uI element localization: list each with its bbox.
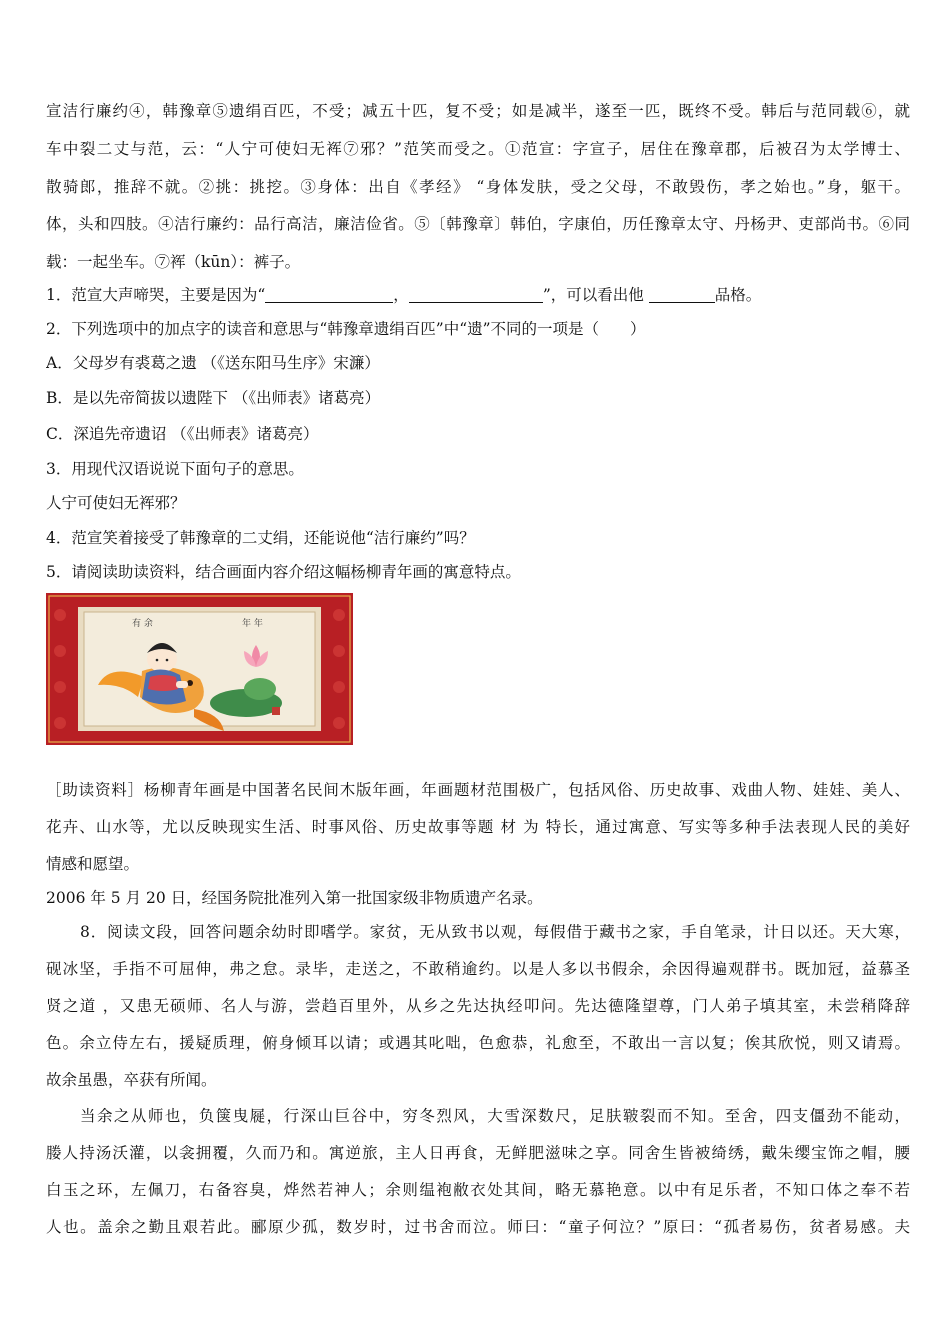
helper-text-line: 花卉、山水等，尤以反映现实生活、时事风俗、历史故事等题 材 为 特长，通过寓意、写实等多种手法表现人民的美好 — [46, 818, 910, 836]
question-2: 2．下列选项中的加点字的读音和意思与“韩豫章遗绢百匹”中“遗”不同的一项是（ ） — [46, 320, 646, 338]
question-8-line: 8．阅读文段，回答问题余幼时即嗜学。家贫，无从致书以观，每假借于藏书之家，手自笔录，计日以还。天大寒， — [80, 923, 910, 941]
question-3: 3．用现代汉语说说下面句子的意思。 — [46, 460, 304, 478]
text-line: 载：一起坐车。⑦裈（kūn）：裤子。 — [46, 253, 301, 271]
question-4: 4．范宣笑着接受了韩豫章的二丈绢，还能说他“洁行廉约”吗？ — [46, 529, 475, 547]
q1-sep: ， — [393, 286, 409, 304]
text-line: 散骑郎，推辞不就。②挑：挑挖。③身体：出自《孝经》 “身体发肤，受之父母，不敢毁伤，孝之始也。”身，躯干。 — [46, 178, 910, 196]
passage-line: 媵人持汤沃灌，以衾拥覆，久而乃和。寓逆旅，主人日再食，无鲜肥滋味之享。同舍生皆被绮绣，戴朱缨宝饰之帽，腰 — [46, 1144, 910, 1162]
passage-line: 贤之道 ，又患无硕师、名人与游，尝趋百里外，从乡之先达执经叩问。先达德隆望尊，门人弟子填其室，未尝稍降辞 — [46, 997, 910, 1015]
question-3-sentence: 人宁可使妇无裈邪？ — [46, 494, 186, 512]
yangliuqing-new-year-painting — [46, 593, 353, 745]
helper-text-line: ［助读资料］杨柳青年画是中国著名民间木版年画，年画题材范围极广，包括风俗、历史故事、戏曲人物、娃娃、美人、 — [46, 781, 910, 799]
passage-line: 色。余立侍左右，援疑质理，俯身倾耳以请；或遇其叱咄，色愈恭，礼愈至，不敢出一言以复；俟其欣悦，则又请焉。 — [46, 1034, 910, 1052]
question-1 — [46, 284, 910, 306]
q1-text: 品格。 — [714, 286, 762, 304]
painting-inscription-left: 有 余 — [132, 619, 153, 629]
helper-text-line: 2006 年 5 月 20 日，经国务院批准列入第一批国家级非物质遗产名录。 — [46, 889, 543, 907]
question-5: 5．请阅读助读资料，结合画面内容介绍这幅杨柳青年画的寓意特点。 — [46, 563, 521, 581]
text-line: 体，头和四肢。④洁行廉约：品行高洁，廉洁俭省。⑤〔韩豫章〕韩伯，字康伯，历任豫章太守、丹杨尹、吏部尚书。⑥同 — [46, 215, 910, 233]
q1-text: 1．范宣大声啼哭，主要是因为“ — [46, 286, 266, 304]
q1-text: ”，可以看出他 — [542, 286, 644, 304]
option-c: C．深追先帝遗诏 （《出师表》诸葛亮） — [46, 425, 319, 443]
helper-text-line: 情感和愿望。 — [46, 855, 140, 873]
passage-line: 白玉之环，左佩刀，右备容臭，烨然若神人；余则缊袍敝衣处其间，略无慕艳意。以中有足乐者，不知口体之奉不若 — [46, 1181, 910, 1199]
option-b: B．是以先帝简拔以遗陛下 （《出师表》诸葛亮） — [46, 389, 381, 407]
answer-blank[interactable] — [265, 286, 393, 303]
answer-blank[interactable] — [409, 286, 543, 303]
artist-seal — [272, 707, 280, 715]
passage-line: 人也。盖余之勤且艰若此。郦原少孤，数岁时，过书舍而泣。师曰：“童子何泣？”原曰：“孤者易伤，贫者易感。夫 — [46, 1218, 910, 1236]
painting-inscription-right: 年 年 — [242, 619, 263, 629]
text-line: 宣洁行廉约④，韩豫章⑤遗绢百匹，不受；减五十匹，复不受；如是减半，遂至一匹，既终不受。韩后与范同载⑥，就 — [46, 102, 910, 120]
option-a: A．父母岁有裘葛之遗 （《送东阳马生序》宋濂） — [46, 354, 380, 372]
text-line: 车中裂二丈与范，云：“人宁可使妇无裈⑦邪？”范笑而受之。①范宣：字宣子，居住在豫章郡，后被召为太学博士、 — [46, 140, 910, 158]
answer-blank[interactable] — [649, 286, 715, 303]
passage-line: 故余虽愚，卒获有所闻。 — [46, 1071, 217, 1089]
passage-line: 当余之从师也，负箧曳屣，行深山巨谷中，穷冬烈风，大雪深数尺，足肤皲裂而不知。至舍，四支僵劲不能动， — [80, 1107, 910, 1125]
passage-line: 砚冰坚，手指不可屈伸，弗之怠。录毕，走送之，不敢稍逾约。以是人多以书假余，余因得遍观群书。既加冠，益慕圣 — [46, 960, 910, 978]
